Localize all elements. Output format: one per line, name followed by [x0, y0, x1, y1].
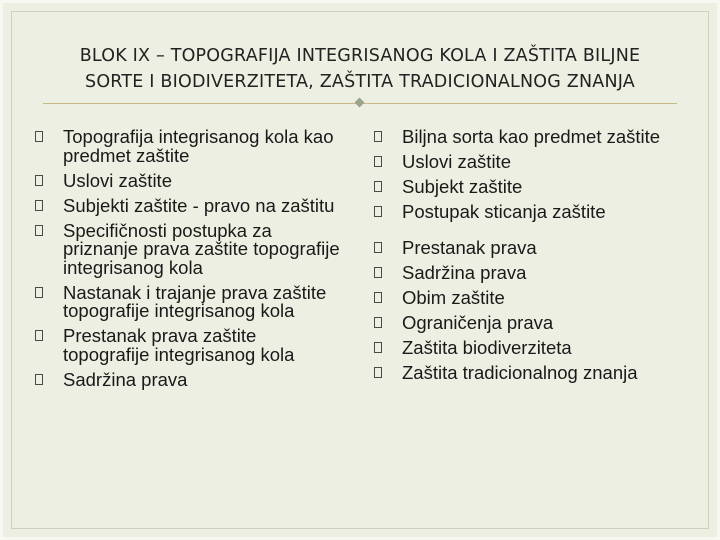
list-item-text: Biljna sorta kao predmet zaštite: [402, 126, 661, 147]
list-item-text: Sadržina prava: [402, 261, 527, 283]
list-item: [35, 194, 345, 216]
list-item: [35, 368, 345, 390]
list-item: [374, 178, 694, 197]
list-item: [35, 169, 345, 191]
bullet-box-icon: [374, 181, 382, 192]
list-item-text: Uslovi zaštite: [63, 169, 172, 191]
list-item-text: Obim zaštite: [402, 286, 505, 308]
left-bullet-list: [35, 128, 345, 396]
list-item: [374, 261, 694, 283]
bullet-box-icon: [374, 242, 382, 253]
list-item-text: Topografija integrisanog kola kao predmet zaštite: [63, 126, 334, 166]
bullet-box-icon: [35, 225, 43, 236]
list-item-text: Ograničenja prava: [402, 311, 554, 333]
list-item: [35, 128, 345, 165]
title-line: BLOK IX – TOPOGRAFIJA INTEGRISANOG KOLA I ZAŠTITA BILJNE: [79, 46, 641, 66]
list-item-text: Subjekt zaštite: [402, 176, 523, 197]
title-divider: [43, 102, 677, 105]
list-item-text: Nastanak i trajanje prava zaštite topografije integrisanog kola: [63, 281, 327, 321]
bullet-box-icon: [374, 367, 382, 378]
bullet-box-icon: [374, 131, 382, 142]
list-item: [374, 236, 694, 258]
bullet-box-icon: [374, 156, 382, 167]
bullet-box-icon: [35, 200, 43, 211]
bullet-box-icon: [35, 175, 43, 186]
bullet-box-icon: [374, 317, 382, 328]
bullet-box-icon: [35, 374, 43, 385]
bullet-box-icon: [35, 287, 43, 298]
list-item: [374, 153, 694, 172]
list-item: [374, 286, 694, 308]
list-item: [35, 327, 345, 364]
list-item: [35, 219, 345, 278]
list-item-text: Prestanak prava zaštite topografije integrisanog kola: [63, 325, 295, 365]
bullet-box-icon: [35, 131, 43, 142]
list-item-text: Postupak sticanja zaštite: [402, 201, 606, 222]
slide-title: [23, 43, 697, 95]
list-item: [374, 203, 694, 222]
bullet-box-icon: [374, 342, 382, 353]
list-item: [374, 361, 694, 383]
list-item-text: Prestanak prava: [402, 236, 537, 258]
list-item: [374, 128, 694, 147]
list-item: [35, 281, 345, 321]
list-item-text: Zaštita tradicionalnog znanja: [402, 361, 638, 383]
list-item-text: Sadržina prava: [63, 368, 188, 390]
list-item-text: Zaštita biodiverziteta: [402, 336, 572, 358]
bullet-box-icon: [374, 206, 382, 217]
bullet-box-icon: [35, 330, 43, 341]
list-item-text: Uslovi zaštite: [402, 151, 511, 172]
list-item-text: Specifičnosti postupka za priznanje prava zaštite topografije integrisanog kola: [63, 219, 340, 278]
list-item: [374, 336, 694, 358]
title-line: SORTE I BIODIVERZITETA, ZAŠTITA TRADICIONALNOG ZNANJA: [85, 72, 635, 92]
list-item-text: Subjekti zaštite - pravo na zaštitu: [63, 194, 335, 216]
bullet-box-icon: [374, 292, 382, 303]
bullet-box-icon: [374, 267, 382, 278]
right-bullet-list: [374, 128, 694, 389]
list-item: [374, 311, 694, 333]
